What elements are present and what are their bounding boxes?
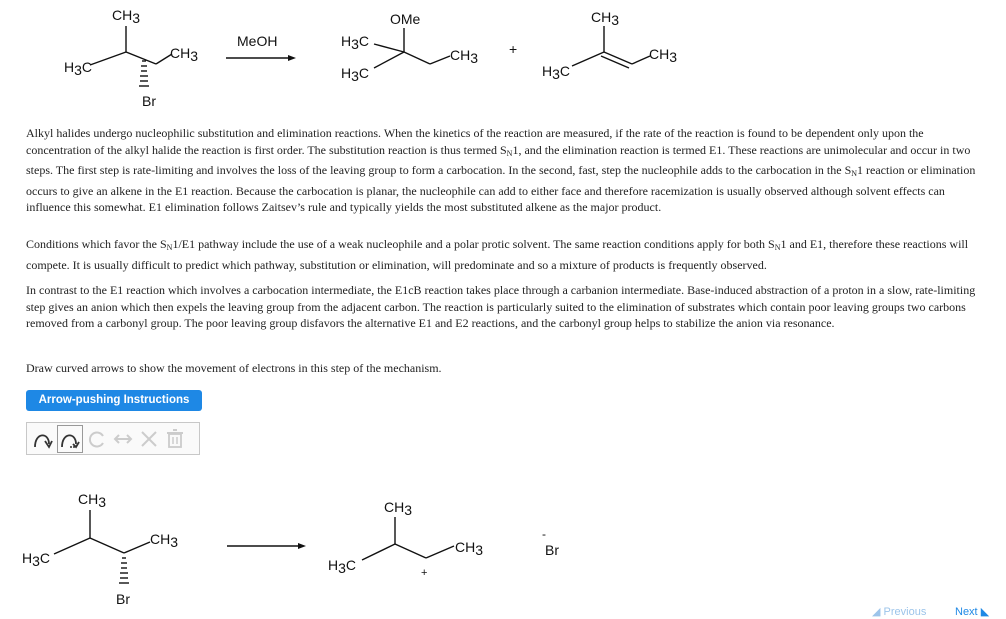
resonance-arrow-icon[interactable] <box>111 426 135 452</box>
arrow-pushing-instructions-button[interactable]: Arrow-pushing Instructions <box>26 390 202 411</box>
paragraph-e1cb: In contrast to the E1 reaction which involves a carbocation intermediate, the E1cB reaction takes place through a carbanion intermediate. Base-induced abstraction of a proton in a slow, rate-limiting step gives an anion which then expels the leaving group from the adjacent carbon. The reaction is particularly suited to the elimination of substrates which contain poor leaving groups two carbons removed from a carbonyl group. The poor leaving group disfavors the alternative E1 and E2 reactions, and the carbonyl group helps to stabilize the anion via resonance. <box>26 283 976 330</box>
chevron-left-icon: ◢ <box>872 606 881 618</box>
ch3-label: CH3 <box>384 499 413 518</box>
reagent-label: MeOH <box>237 33 278 49</box>
reaction-arrow-bottom <box>227 543 306 549</box>
next-link[interactable]: Next ◣ <box>955 606 990 618</box>
reaction-scheme-top <box>0 0 1006 120</box>
ch3-label: CH3 <box>455 539 484 558</box>
double-curved-arrow-icon[interactable] <box>31 426 55 452</box>
ch3-label: CH3 <box>150 531 179 550</box>
hashed-wedge <box>139 61 149 86</box>
reactant-top <box>64 7 198 109</box>
chevron-right-icon: ◣ <box>980 606 990 618</box>
bromide-ion <box>542 527 559 558</box>
ch3-label: CH3 <box>591 9 620 28</box>
trash-icon[interactable] <box>163 426 187 452</box>
refresh-icon[interactable] <box>85 426 109 452</box>
negative-charge: - <box>542 527 546 541</box>
h3c-label: H3C <box>341 33 370 52</box>
delete-x-icon[interactable] <box>137 426 161 452</box>
paragraph-sn1-e1-intro: Alkyl halides undergo nucleophilic substitution and elimination reactions. When the kinetics of the reaction are measured, if the rate of the reaction is found to be dependent only upon the concentration of the alkyl halide the reaction is first order. The substitution reaction is thus termed $S_N1$, and the elimination reaction is termed E1. These reactions are unimolecular and occur in two steps. The first step is rate-limiting and involves the loss of the leaving group to form a carbocation. In the second, fast, step the nucleophile adds to the carbocation in the $S_N1$ reaction or elimination occurs to give an alkene in the E1 reaction. Because the carbocation is planar, the nucleophile can add to either face and therefore racemization is usually observed although solvent effects can influence this somewhat. E1 elimination follows Zaitsev’s rule and typically yields the most substituted alkene as the major product. <box>26 126 976 214</box>
h3c-label: H3C <box>22 550 51 569</box>
carbocation-product <box>328 499 483 579</box>
ch3-label: CH3 <box>78 491 107 510</box>
h3c-label: H3C <box>542 63 571 82</box>
product-ether <box>341 11 478 84</box>
instruction-text: Draw curved arrows to show the movement of electrons in this step of the mechanism. <box>26 361 442 375</box>
h3c-label: H3C <box>341 65 370 84</box>
hashed-wedge <box>119 558 129 583</box>
ch3-label: CH3 <box>112 7 141 26</box>
br-label: Br <box>545 542 559 558</box>
ch3-label: CH3 <box>649 46 678 65</box>
plus-sign: + <box>509 41 518 57</box>
ome-label: OMe <box>390 11 421 27</box>
h3c-label: H3C <box>64 59 93 78</box>
reaction-arrow-top <box>226 33 296 61</box>
previous-link[interactable]: ◢ Previous <box>872 606 927 618</box>
ch3-label: CH3 <box>170 45 199 64</box>
single-curved-arrow-icon[interactable] <box>57 425 83 453</box>
ch3-label: CH3 <box>450 47 479 66</box>
product-alkene <box>542 9 677 82</box>
paragraph-conditions: Conditions which favor the $S_N1/E1$ pathway include the use of a weak nucleophile and a polar protic solvent. The same reaction conditions apply for both $S_N1$ and E1, therefore these reactions will compete. It is usually difficult to predict which pathway, substitution or elimination, will predominate and so a mixture of products is frequently observed. <box>26 237 969 272</box>
positive-charge: + <box>421 567 428 579</box>
reactant-bottom <box>22 491 178 607</box>
drawing-toolbar <box>26 422 200 455</box>
h3c-label: H3C <box>328 557 357 576</box>
br-label: Br <box>116 591 130 607</box>
br-label: Br <box>142 93 156 109</box>
